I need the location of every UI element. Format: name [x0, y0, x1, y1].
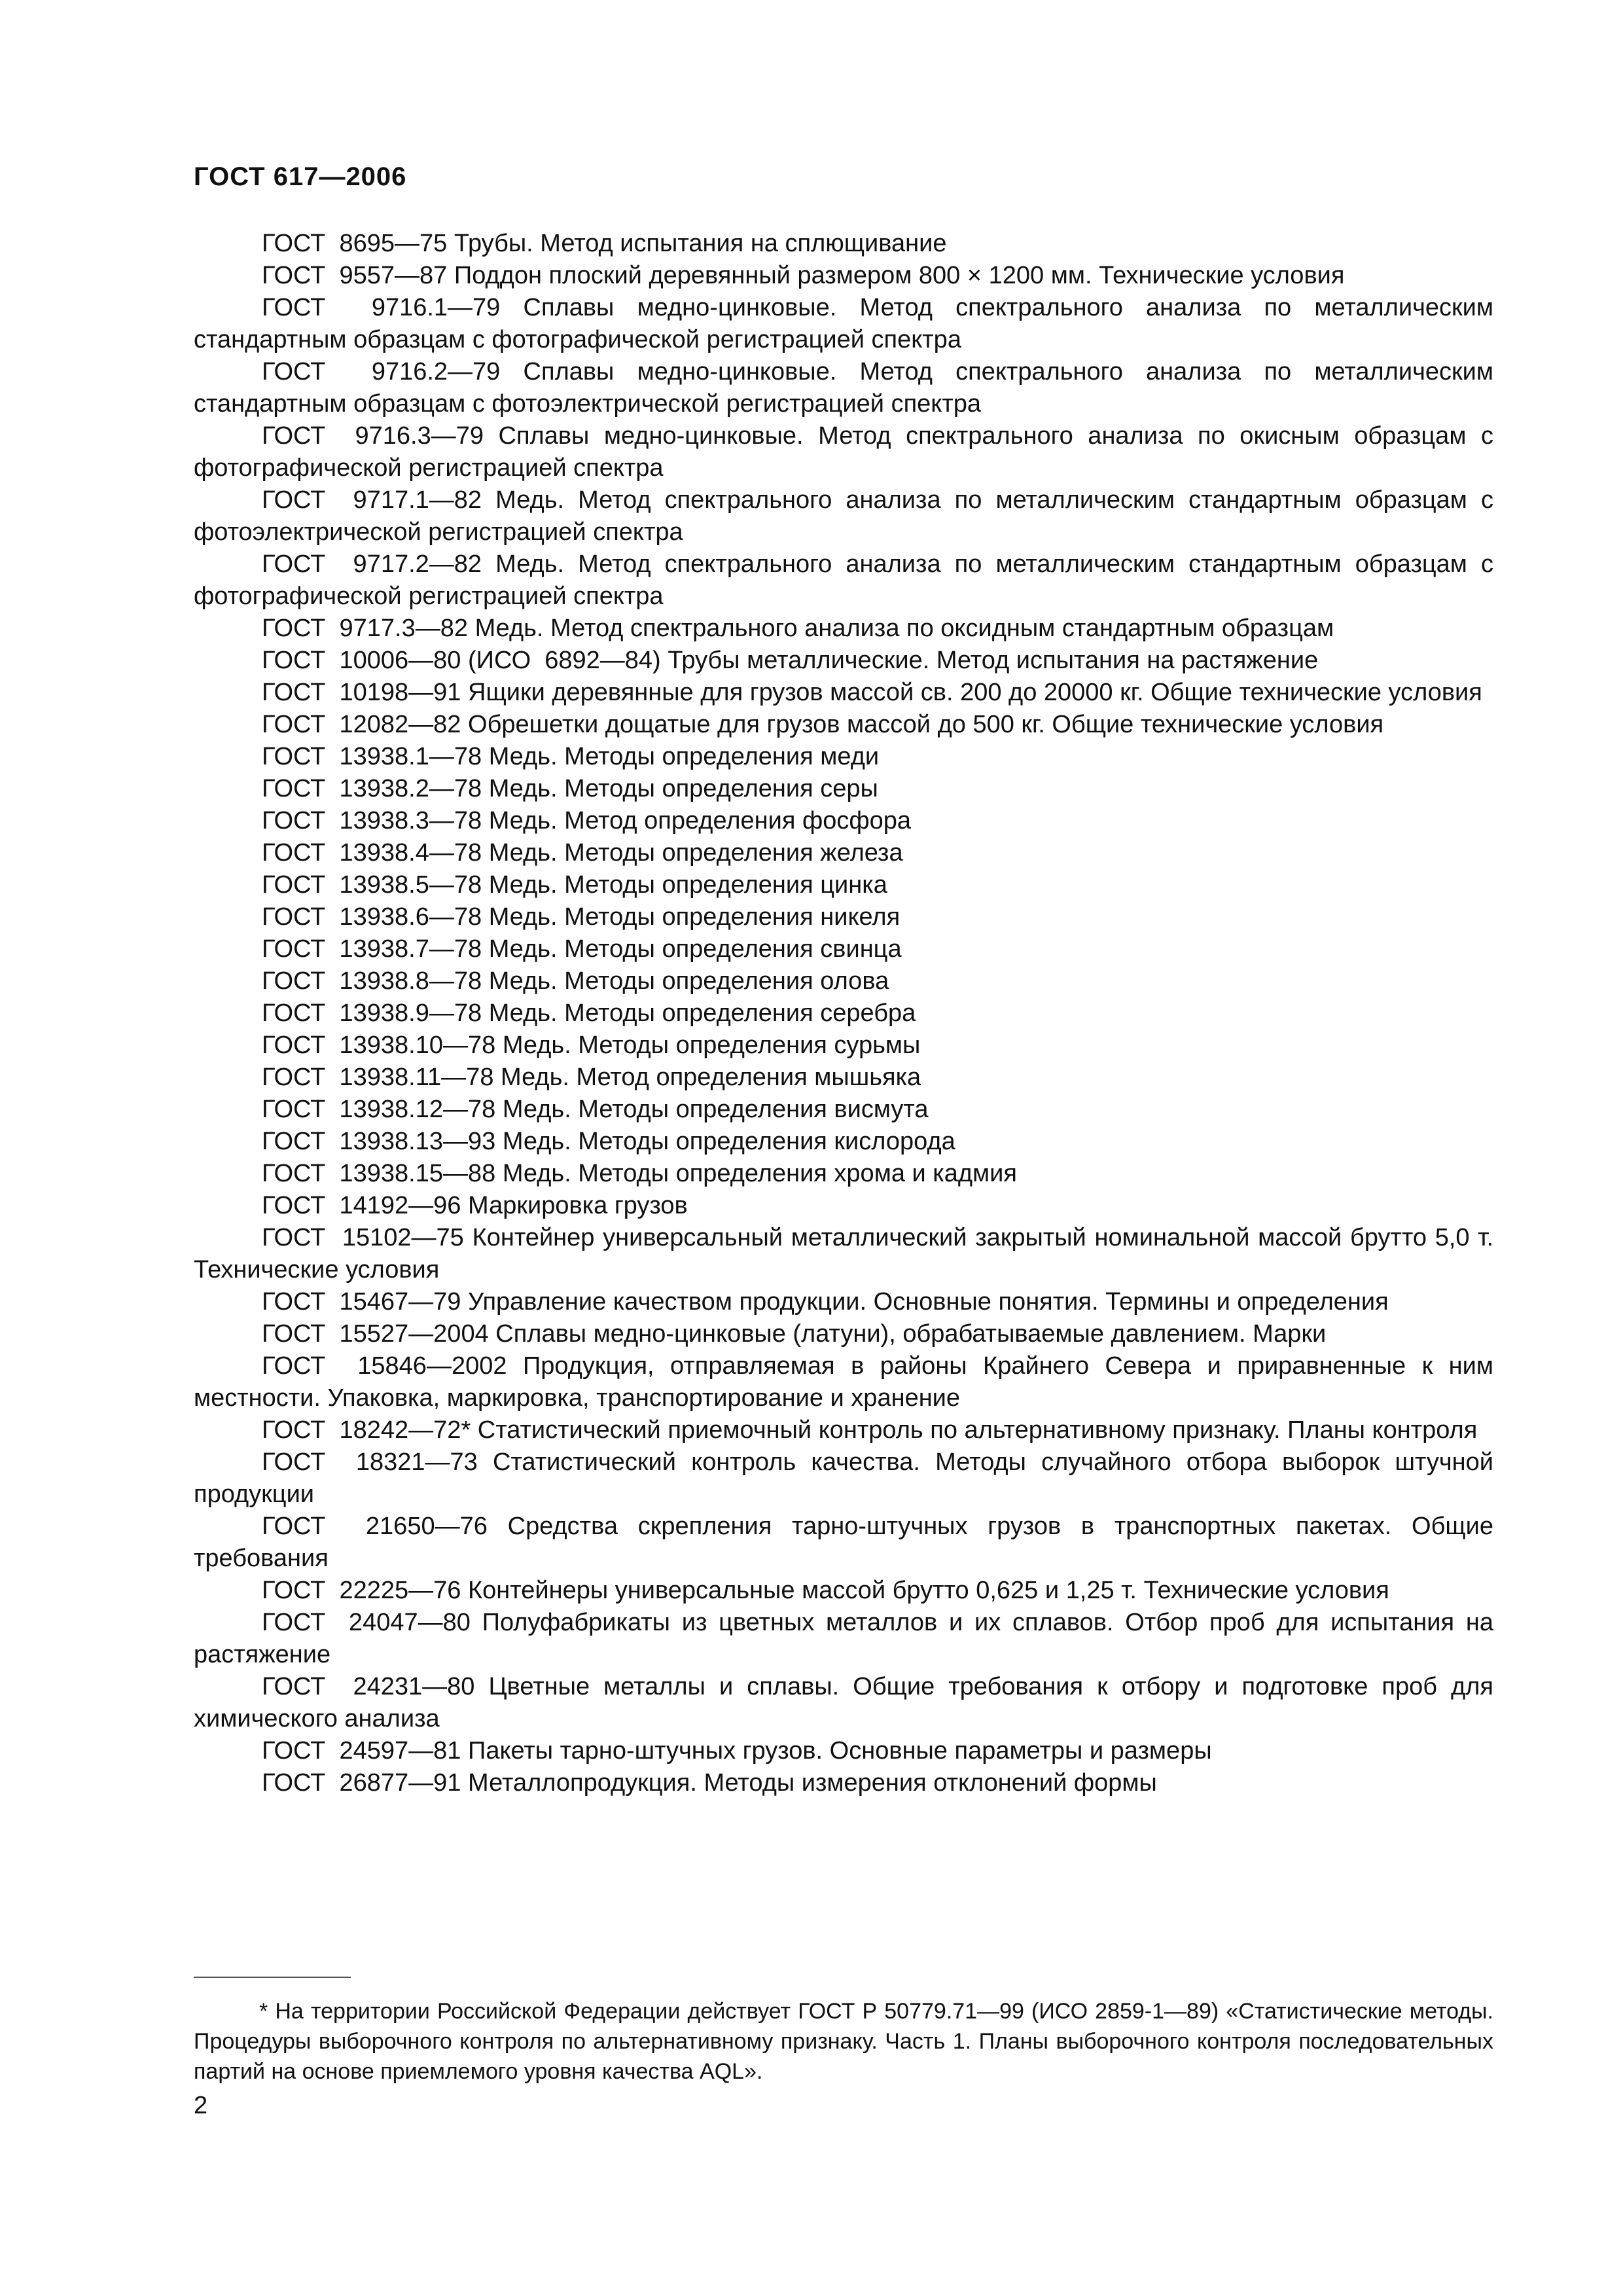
reference-title: Статистический приемочный контроль по альтернативному признаку. Планы контроля: [477, 1416, 1478, 1444]
page-header: ГОСТ 617—2006: [194, 162, 407, 191]
reference-title: Сплавы медно-цинковые. Метод спектрального анализа по металлическим стандартным образцам с фотографической регистрацией спектра: [194, 294, 1493, 353]
reference-title: Медь. Методы определения никеля: [488, 903, 901, 931]
reference-item: [194, 741, 1493, 773]
reference-code: ГОСТ 9717.2—82: [262, 550, 482, 578]
reference-title: Медь. Методы определения свинца: [488, 935, 902, 963]
page-number: 2: [194, 2092, 208, 2119]
reference-item: [194, 1094, 1493, 1126]
reference-item: [194, 1446, 1493, 1511]
reference-code: ГОСТ 14192—96: [262, 1192, 461, 1219]
reference-item: [194, 1350, 1493, 1414]
reference-code: ГОСТ 22225—76: [262, 1577, 461, 1604]
reference-item: [194, 420, 1493, 484]
reference-code: ГОСТ 18321—73: [262, 1448, 478, 1476]
reference-item: [194, 805, 1493, 837]
reference-title: Полуфабрикаты из цветных металлов и их сплавов. Отбор проб для испытания на растяжение: [194, 1609, 1493, 1668]
reference-code: ГОСТ 9717.1—82: [262, 486, 482, 514]
reference-title: Медь. Метод определения мышьяка: [501, 1064, 921, 1091]
reference-title: Медь. Метод спектрального анализа по металлическим стандартным образцам с фотографической регистрацией спектра: [194, 550, 1493, 610]
reference-item: [194, 901, 1493, 933]
reference-title: Медь. Метод определения фосфора: [488, 807, 912, 834]
reference-title: Пакеты тарно-штучных грузов. Основные параметры и размеры: [468, 1737, 1212, 1765]
reference-title: Медь. Методы определения кислорода: [502, 1128, 955, 1155]
reference-code: ГОСТ 13938.7—78: [262, 935, 482, 963]
footnote-divider: [194, 1977, 351, 1978]
reference-code: ГОСТ 26877—91: [262, 1769, 461, 1797]
reference-code: ГОСТ 13938.10—78: [262, 1031, 496, 1059]
reference-title: Медь. Методы определения серы: [488, 775, 878, 802]
reference-code: ГОСТ 13938.11—78: [262, 1064, 494, 1091]
reference-title: Медь. Метод спектрального анализа по оксидным стандартным образцам: [474, 615, 1334, 642]
reference-code: ГОСТ 13938.5—78: [262, 871, 482, 899]
reference-code: ГОСТ 13938.15—88: [262, 1160, 496, 1187]
reference-code: ГОСТ 24597—81: [262, 1737, 461, 1765]
reference-code: ГОСТ 13938.8—78: [262, 967, 482, 995]
reference-item: [194, 965, 1493, 997]
reference-item: [194, 1062, 1493, 1094]
reference-title: Медь. Методы определения меди: [488, 743, 880, 770]
reference-item: [194, 837, 1493, 869]
reference-item: [194, 997, 1493, 1030]
reference-code: ГОСТ 9716.3—79: [262, 422, 484, 450]
reference-code: ГОСТ 13938.2—78: [262, 775, 482, 802]
reference-title: Статистический контроль качества. Методы случайного отбора выборок штучной продукции: [194, 1448, 1493, 1508]
reference-code: ГОСТ 9716.2—79: [262, 358, 501, 386]
reference-title: Медь. Методы определения висмута: [502, 1096, 929, 1123]
reference-code: ГОСТ 8695—75: [262, 230, 448, 257]
reference-code: ГОСТ 15527—2004: [262, 1320, 489, 1348]
reference-title: Ящики деревянные для грузов массой св. 200 до 20000 кг. Общие технические условия: [468, 679, 1482, 706]
reference-item: [194, 1575, 1493, 1607]
footnote: * На территории Российской Федерации действует ГОСТ Р 50779.71—99 (ИСО 2859-1—89) «Статистические методы. Процедуры выборочного контроля по альтернативному признаку. Часть 1. Планы выборочного контроля последовательных партий на основе приемлемого уровня качества AQL».: [194, 1999, 1493, 2084]
reference-code: ГОСТ 13938.12—78: [262, 1096, 496, 1123]
reference-title: Медь. Метод спектрального анализа по металлическим стандартным образцам с фотоэлектрической регистрацией спектра: [194, 486, 1493, 546]
reference-title: Медь. Методы определения хрома и кадмия: [502, 1160, 1017, 1187]
reference-code: ГОСТ 10198—91: [262, 679, 461, 706]
reference-item: [194, 933, 1493, 965]
reference-item: [194, 1222, 1493, 1286]
reference-title: Контейнеры универсальные массой брутто 0,625 и 1,25 т. Технические условия: [468, 1577, 1389, 1604]
reference-item: [194, 356, 1493, 420]
reference-title: Контейнер универсальный металлический закрытый номинальной массой брутто 5,0 т. Технические условия: [194, 1224, 1494, 1283]
reference-item: [194, 1511, 1493, 1575]
reference-code: ГОСТ 21650—76: [262, 1513, 488, 1540]
reference-title: Трубы металлические. Метод испытания на растяжение: [668, 647, 1319, 674]
reference-item: [194, 1190, 1493, 1222]
reference-title: Трубы. Метод испытания на сплющивание: [454, 230, 947, 257]
reference-item: [194, 1318, 1493, 1350]
reference-item: [194, 869, 1493, 901]
reference-title: Медь. Методы определения серебра: [488, 999, 916, 1027]
reference-item: [194, 1030, 1493, 1062]
reference-code: ГОСТ 13938.6—78: [262, 903, 482, 931]
reference-title: Поддон плоский деревянный размером 800 × 1200 мм. Технические условия: [454, 262, 1345, 289]
reference-item: [194, 1158, 1493, 1190]
reference-code: ГОСТ 13938.1—78: [262, 743, 482, 770]
reference-title: Обрешетки дощатые для грузов массой до 500 кг. Общие технические условия: [468, 711, 1384, 738]
reference-title: Медь. Методы определения железа: [488, 839, 903, 867]
reference-code: ГОСТ 13938.9—78: [262, 999, 482, 1027]
reference-code: ГОСТ 24047—80: [262, 1609, 471, 1636]
reference-title: Средства скрепления тарно-штучных грузов в транспортных пакетах. Общие требования: [194, 1513, 1493, 1572]
reference-item: [194, 1607, 1493, 1671]
reference-code: ГОСТ 15467—79: [262, 1288, 461, 1316]
reference-code: ГОСТ 15102—75: [262, 1224, 464, 1251]
reference-title: Маркировка грузов: [468, 1192, 688, 1219]
reference-item: [194, 548, 1493, 613]
reference-code: ГОСТ 9557—87: [262, 262, 448, 289]
references-list: [194, 228, 1493, 1799]
reference-item: [194, 260, 1493, 292]
reference-code: ГОСТ 13938.13—93: [262, 1128, 496, 1155]
reference-title: Медь. Методы определения олова: [488, 967, 889, 995]
reference-item: [194, 709, 1493, 741]
reference-title: Продукция, отправляемая в районы Крайнего Севера и приравненные к ним местности. Упаковка, маркировка, транспортирование и хранение: [194, 1352, 1494, 1412]
reference-item: [194, 1735, 1493, 1767]
reference-item: [194, 292, 1493, 356]
reference-title: Сплавы медно-цинковые (латуни), обрабатываемые давлением. Марки: [495, 1320, 1327, 1348]
reference-item: [194, 1671, 1493, 1735]
reference-code: ГОСТ 18242—72*: [262, 1416, 471, 1444]
reference-title: Медь. Методы определения цинка: [488, 871, 887, 899]
reference-code: ГОСТ 10006—80 (ИСО 6892—84): [262, 647, 661, 674]
reference-code: ГОСТ 13938.3—78: [262, 807, 482, 834]
reference-title: Сплавы медно-цинковые. Метод спектрального анализа по металлическим стандартным образцам с фотоэлектрической регистрацией спектра: [194, 358, 1493, 418]
reference-item: [194, 1126, 1493, 1158]
reference-title: Медь. Методы определения сурьмы: [502, 1031, 921, 1059]
reference-item: [194, 773, 1493, 805]
reference-item: [194, 1286, 1493, 1318]
reference-item: [194, 1414, 1493, 1446]
reference-code: ГОСТ 9717.3—82: [262, 615, 469, 642]
reference-code: ГОСТ 13938.4—78: [262, 839, 482, 867]
reference-code: ГОСТ 24231—80: [262, 1673, 475, 1700]
reference-title: Управление качеством продукции. Основные понятия. Термины и определения: [468, 1288, 1389, 1316]
reference-item: [194, 613, 1493, 645]
reference-title: Металлопродукция. Методы измерения отклонений формы: [468, 1769, 1157, 1797]
reference-item: [194, 228, 1493, 260]
reference-title: Цветные металлы и сплавы. Общие требования к отбору и подготовке проб для химического анализа: [194, 1673, 1493, 1732]
reference-code: ГОСТ 12082—82: [262, 711, 461, 738]
reference-item: [194, 645, 1493, 677]
reference-item: [194, 1767, 1493, 1799]
reference-title: Сплавы медно-цинковые. Метод спектрального анализа по окисным образцам с фотографической регистрацией спектра: [194, 422, 1493, 482]
reference-item: [194, 484, 1493, 548]
reference-code: ГОСТ 9716.1—79: [262, 294, 501, 321]
reference-code: ГОСТ 15846—2002: [262, 1352, 507, 1380]
reference-item: [194, 677, 1493, 709]
